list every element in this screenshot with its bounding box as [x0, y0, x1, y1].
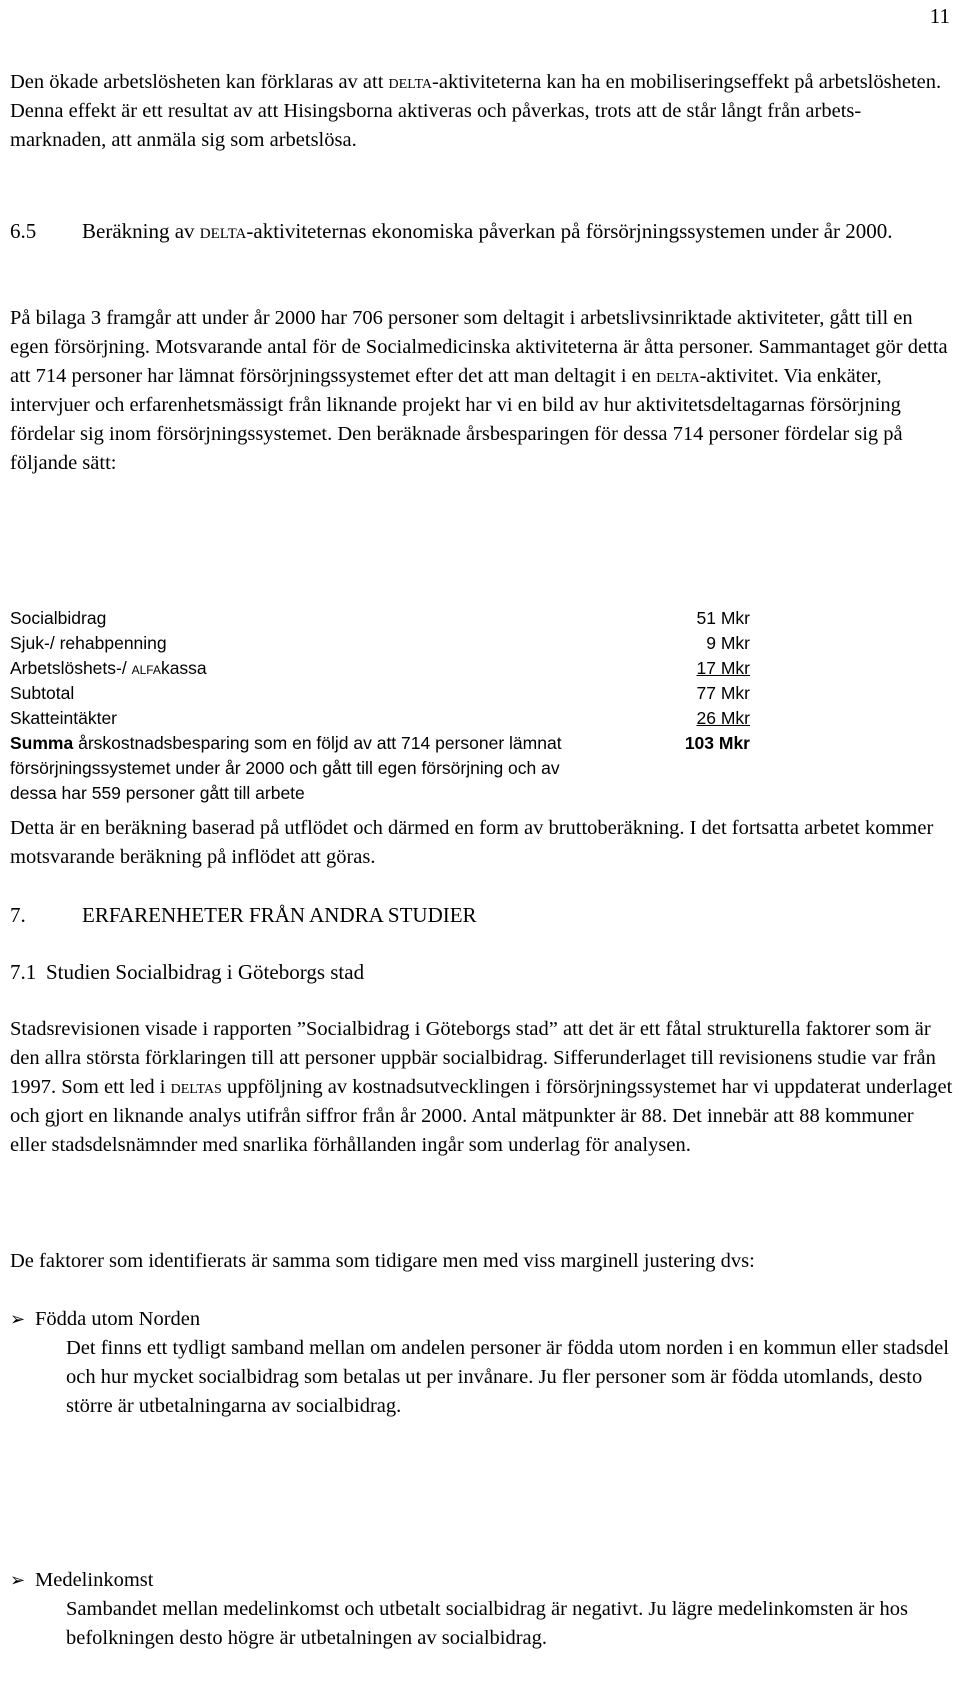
para-text-b: -aktivitet. Via enkäter, intervjuer och erfarenhetsmässigt från liknande projekt har vi en bild av hur aktivitetsdeltagarnas försörjning fördelar sig inom försörjningssystemet. Den beräknade årsbesparingen för dessa 714 personer fördelar sig på följande sätt: [10, 365, 903, 474]
list-item [10, 1305, 955, 1421]
factors-paragraph: De faktorer som identifierats är samma som tidigare men med viss marginell justering dvs: [10, 1250, 755, 1272]
section-number: 6.5 [10, 219, 37, 243]
table-row: Skatteintäkter 26 Mkr [10, 708, 750, 728]
section-heading-6-5 [10, 217, 955, 246]
section-number: 7.1 [10, 960, 37, 984]
bullet-title: Födda utom Norden [35, 1308, 201, 1330]
summa-row [10, 731, 750, 806]
para-text-a: På bilaga 3 framgår att under år 2000 har 706 personer som deltagit i arbetslivsinriktade aktiviteter, gått till en egen försörjning. Motsvarande antal för de Socialmedicinska aktiviteterna är åtta personer. Sammantaget gör detta att 714 personer har lämnat försörjningssystemet efter det att man deltagit i en [10, 307, 948, 387]
section-title: ERFARENHETER FRÅN ANDRA STUDIER [82, 903, 477, 927]
section-heading-7-1 [10, 958, 955, 987]
section-title: Beräkning av delta-aktiviteternas ekonomiska påverkan på försörjningssystemen under år 2000. [82, 219, 893, 243]
after-table-paragraph: Detta är en beräkning baserad på utflödet och därmed en form av bruttoberäkning. I det fortsatta arbetet kommer motsvarande beräkning på inflödet att göras. [10, 817, 934, 868]
bullet-title: Medelinkomst [35, 1569, 154, 1591]
delta-term: delta [388, 71, 433, 93]
arrow-bullet-icon: ➢ [10, 1570, 26, 1591]
summa-label: Summa årskostnadsbesparing som en följd av att 714 personer lämnat försörjningssystemet under år 2000 och gått till egen försörjning och av dessa har 559 personer gått till arbete [10, 733, 562, 803]
page-number: 11 [929, 4, 950, 28]
section-heading-7 [10, 901, 955, 930]
summa-value: 103 Mkr [684, 733, 750, 753]
delta-term: deltas [170, 1076, 222, 1098]
section-number: 7. [10, 903, 26, 927]
bullet-body: Det finns ett tydligt samband mellan om andelen personer är födda utom norden i en kommun eller stadsdel och hur mycket socialbidrag som betalas ut per invånare. Ju fler personer som är födda utomlands, desto större är utbetalningarna av socialbidrag. [66, 1337, 949, 1417]
list-item [10, 1566, 955, 1653]
savings-table [10, 606, 750, 806]
table-row: Subtotal 77 Mkr [10, 683, 750, 703]
bullet-body: Sambandet mellan medelinkomst och utbetalt socialbidrag är negativt. Ju lägre medelinkomsten är hos befolkningen desto högre är utbetalningen av socialbidrag. [66, 1598, 908, 1649]
intro-paragraph [10, 68, 955, 155]
delta-term: delta [656, 365, 700, 387]
table-row: Socialbidrag 51 Mkr [10, 608, 750, 628]
section-title: Studien Socialbidrag i Göteborgs stad [46, 960, 365, 984]
section-7-1-paragraph: Stadsrevisionen visade i rapporten ”Socialbidrag i Göteborgs stad” att det är ett fåtal strukturella faktorer som är den allra största förklaringen till att personer uppbär socialbidrag. Sifferunderlaget till revisionens studie var från 1997. Som ett led i deltas uppföljning av kostnadsutvecklingen i försörjningssystemet har vi uppdaterat underlaget och gjort en liknande analys utifrån siffror från år 2000. Antal mätpunkter är 88. Det innebär att 88 kommuner eller stadsdelsnämnder med snarlika förhållanden ingår som underlag för analysen. [10, 1018, 953, 1156]
intro-text-b: -aktiviteterna kan ha en mobiliseringseffekt på arbetslösheten. Denna effekt är ett resultat av att Hisingsborna aktiveras och påverkas, trots att de står långt från arbets-marknaden, att anmäla sig som arbetslösa. [10, 71, 942, 151]
section-6-5-paragraph [10, 304, 955, 478]
arrow-bullet-icon: ➢ [10, 1309, 26, 1330]
intro-text-a: Den ökade arbetslösheten kan förklaras av att [10, 71, 384, 93]
table-row: Arbetslöshets-/ alfakassa 17 Mkr [10, 658, 750, 678]
table-row: Sjuk-/ rehabpenning 9 Mkr [10, 633, 750, 653]
